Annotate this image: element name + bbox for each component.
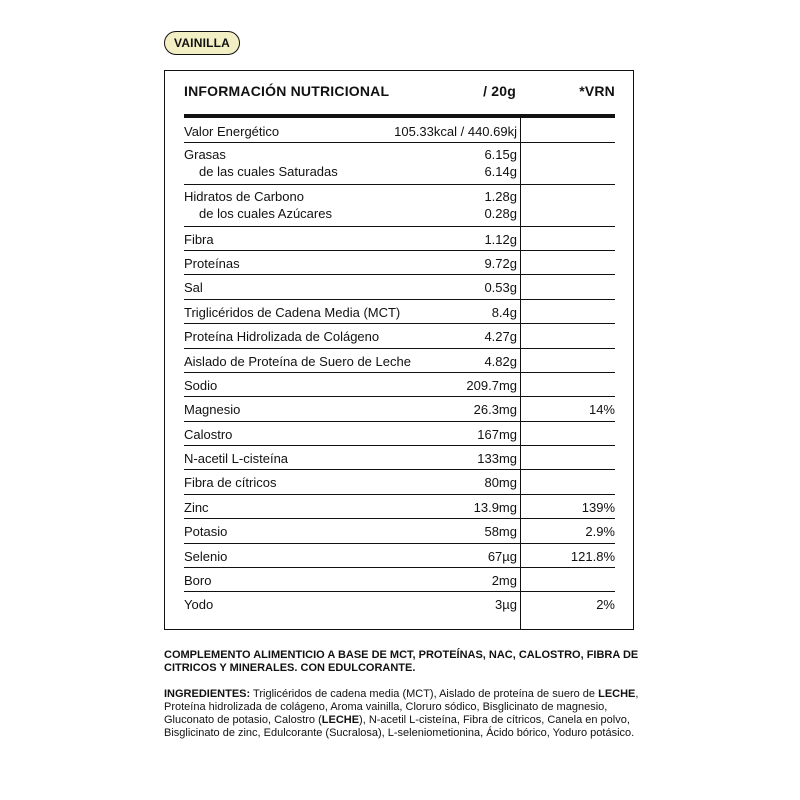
nutrient-name: Fibra de cítricos: [184, 475, 277, 491]
nutrient-name: Fibra: [184, 231, 214, 247]
nutrient-name: Sodio: [184, 377, 218, 393]
ingredients-label: INGREDIENTES:: [164, 688, 251, 700]
nutrient-name: de las cuales Saturadas: [199, 164, 338, 180]
nutrient-name: Proteína Hidrolizada de Colágeno: [184, 329, 380, 345]
nutrient-name: Boro: [184, 573, 212, 589]
nutrient-vrn: 139%: [581, 499, 615, 515]
table-row: [184, 185, 615, 227]
ingredients-segment: Triglicéridos de cadena media (MCT), Aislado de proteína de suero de: [253, 688, 599, 700]
nutrient-name: Magnesio: [184, 402, 241, 418]
allergen-text: LECHE: [598, 688, 636, 700]
nutrient-value: 1.28g: [484, 188, 517, 204]
nutrient-name: Aislado de Proteína de Suero de Leche: [184, 353, 411, 369]
table-row: [184, 349, 615, 373]
table-header: [184, 71, 615, 114]
nutrient-value: 167mg: [477, 426, 517, 442]
nutrient-value: 105.33kcal / 440.69kj: [394, 124, 517, 139]
header-rule: [184, 114, 615, 118]
table-row: [184, 143, 615, 185]
table-row: [184, 251, 615, 275]
nutrient-vrn: 2.9%: [585, 524, 615, 540]
nutrient-value: 133mg: [477, 451, 517, 467]
nutrition-rows: [184, 119, 615, 617]
table-row: [184, 470, 615, 494]
nutrient-name: Triglicéridos de Cadena Media (MCT): [184, 304, 401, 320]
nutrient-name: Grasas: [184, 147, 226, 163]
nutrient-value: 0.53g: [484, 280, 517, 296]
nutrient-value: 3µg: [495, 597, 517, 613]
table-row: [184, 324, 615, 348]
table-header-vrn: *VRN: [579, 83, 615, 99]
table-row: [184, 300, 615, 324]
nutrient-value: 0.28g: [484, 205, 517, 221]
table-row: [184, 422, 615, 446]
nutrient-value: 67µg: [487, 548, 517, 564]
table-header-title: INFORMACIÓN NUTRICIONAL: [184, 83, 390, 99]
nutrient-name: de los cuales Azúcares: [199, 205, 332, 221]
flavor-badge: VAINILLA: [164, 31, 240, 55]
table-row: [184, 397, 615, 421]
nutrient-value: 4.27g: [484, 329, 517, 345]
nutrient-value: 80mg: [484, 475, 517, 491]
table-row: [184, 227, 615, 251]
nutrient-name: Hidratos de Carbono: [184, 188, 304, 204]
nutrient-vrn: 2%: [596, 597, 615, 613]
nutrient-value: 1.12g: [484, 231, 517, 247]
nutrient-name: Selenio: [184, 548, 228, 564]
nutrient-value: 8.4g: [491, 304, 517, 320]
nutrient-name: Yodo: [184, 597, 214, 613]
table-row: [184, 275, 615, 299]
ingredients-segment: , Proteína hidrolizada de colágeno, Aroma vainilla, Cloruro sódico, Bisglicinato de magnesio, Gluconato de potasio, Calostro (: [164, 688, 639, 726]
table-row: [184, 519, 615, 543]
table-row: [184, 373, 615, 397]
nutrient-name: Calostro: [184, 426, 233, 442]
nutrient-vrn: 14%: [588, 402, 615, 418]
nutrient-value: 4.82g: [484, 353, 517, 369]
table-row: [184, 495, 615, 519]
nutrient-name: Proteínas: [184, 255, 240, 271]
nutrient-vrn: 121.8%: [570, 548, 615, 564]
nutrient-value: 26.3mg: [473, 402, 517, 418]
nutrient-value: 209.7mg: [466, 377, 517, 393]
nutrient-value: 58mg: [484, 524, 517, 540]
ingredients-text: [164, 688, 640, 740]
table-row: [184, 119, 615, 143]
nutrient-name: Sal: [184, 280, 203, 296]
table-row: [184, 446, 615, 470]
nutrient-value: 13.9mg: [473, 499, 517, 515]
table-header-per-serving: / 20g: [483, 83, 516, 99]
nutrient-name: Valor Energético: [184, 124, 280, 139]
nutrient-name: Potasio: [184, 524, 228, 540]
nutrient-value: 2mg: [491, 573, 517, 589]
ingredients-segment: ), N-acetil L-cisteína, Fibra de cítricos, Canela en polvo, Bisglicinato de zinc, Edulcorante (Sucralosa), L-seleniometionina, Ácido bórico, Yoduro potásico.: [164, 714, 635, 739]
nutrient-name: N-acetil L-cisteína: [184, 451, 289, 467]
table-row: [184, 544, 615, 568]
nutrient-value: 6.15g: [484, 147, 517, 163]
nutrient-value: 9.72g: [484, 255, 517, 271]
nutrition-table: [164, 70, 634, 630]
table-row: [184, 568, 615, 592]
nutrient-value: 6.14g: [484, 164, 517, 180]
table-row: [184, 592, 615, 616]
nutrient-name: Zinc: [184, 499, 209, 515]
product-description: COMPLEMENTO ALIMENTICIO A BASE DE MCT, PROTEÍNAS, NAC, CALOSTRO, FIBRA DE CITRICOS Y MINERALES. CON EDULCORANTE.: [164, 649, 639, 674]
allergen-text: LECHE: [321, 714, 360, 726]
